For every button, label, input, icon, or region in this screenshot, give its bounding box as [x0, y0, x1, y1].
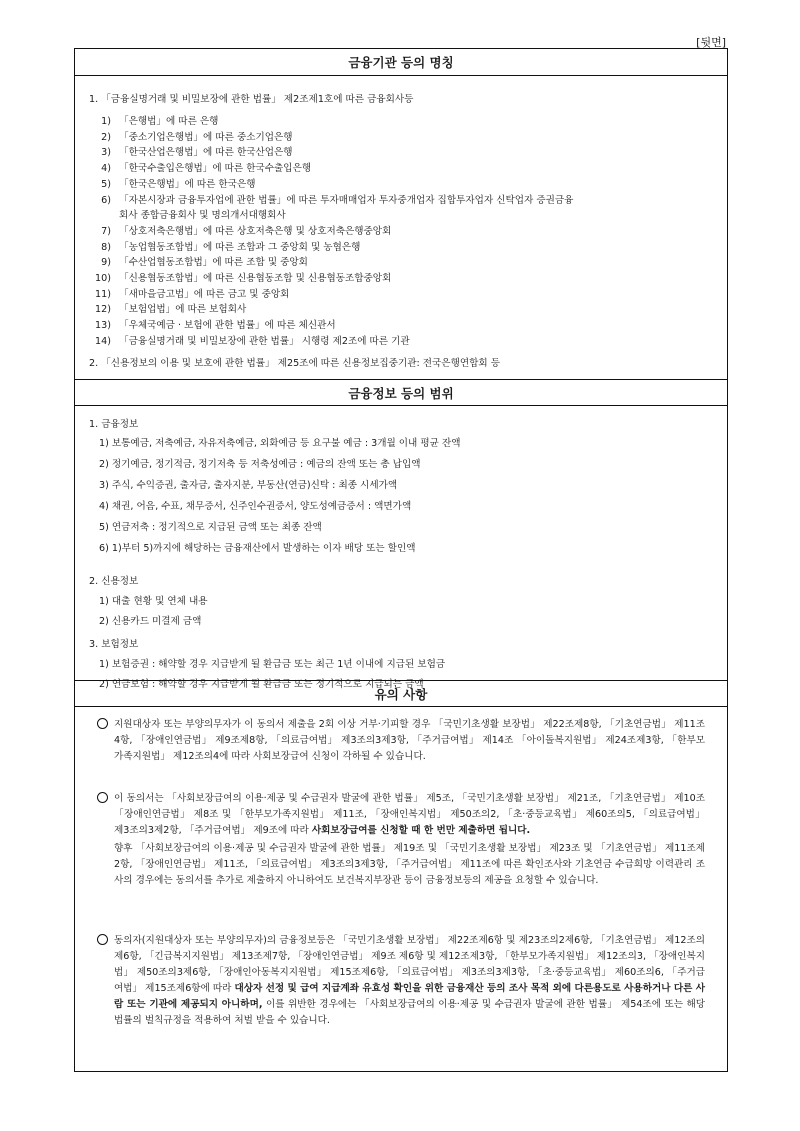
institutions-subitem [89, 178, 256, 192]
scope-line: 4) 채권, 어음, 수표, 채무증서, 신주인수권증서, 양도성예금증서 : 액면가액 [99, 501, 412, 512]
institutions-subitem [89, 319, 336, 333]
note-refusal [97, 717, 705, 765]
scope-heading-insurance: 3. 보험정보 [89, 639, 139, 650]
subitem-text: 「수산업협동조합법」에 따른 조합 및 중앙회 [119, 257, 308, 269]
institutions-subitem [89, 225, 391, 239]
institutions-subitem [89, 194, 573, 208]
subitem-text: 「한국은행법」에 따른 한국은행 [119, 178, 256, 190]
institutions-subitem [89, 241, 360, 255]
section-scope-title: 금융정보 등의 범위 [75, 379, 727, 406]
subitem-text: 회사 종합금융회사 및 명의개서대행회사 [119, 210, 286, 222]
subitem-text: 「한국산업은행법」에 따른 한국산업은행 [119, 147, 293, 159]
institutions-item-2: 2. 「신용정보의 이용 및 보호에 관한 법률」 제25조에 따른 신용정보집중기관: 전국은행연합회 등 [89, 358, 500, 369]
note-usage-text: 동의자(지원대상자 또는 부양의무자)의 금융정보등은 「국민기초생활 보장법」 제22조제6항 및 제23조의2제6항, 「기초연금법」 제12조의 제6항, 「긴급복지지원법」 제13조제7항, 「장애인연금법」 제9조 제6항 및 제12조제3항, 「한부모가족지원법」 제12조의3, 「장애인복지법」 제50조의3제6항, 「장애인아동복지지원법」 제15조제6항, 「의료급여법」 제3조의3제3항, 「초·중등교육법」 제60조의6, 「주거급여법」 제15조제6항에 따라 [114, 935, 705, 994]
subitem-text: 「상호저축은행법」에 따른 상호저축은행 및 상호저축은행중앙회 [119, 225, 392, 237]
scope-line: 2) 정기예금, 정기적금, 정기저축 등 저축성예금 : 예금의 잔액 또는 총 납입액 [99, 459, 421, 470]
institutions-subitem [89, 162, 311, 176]
institutions-subitem [89, 288, 289, 302]
subitem-number: 3) [101, 147, 111, 159]
scope-line: 1) 보통예금, 저축예금, 자유저축예금, 외화예금 등 요구불 예금 : 3개월 이내 평균 잔액 [99, 438, 461, 449]
subitem-number: 11) [95, 288, 111, 300]
subitem-number: 7) [101, 225, 111, 237]
subitem-number: 10) [95, 273, 111, 284]
subitem-text: 「보험업법」에 따른 보험회사 [119, 304, 247, 316]
subitem-number: 1) [101, 116, 111, 127]
section-notes-title: 유의 사항 [75, 680, 727, 707]
subitem-text: 「우체국예금 · 보험에 관한 법률」에 따른 체신관서 [119, 320, 336, 332]
subitem-number: 6) [101, 194, 111, 206]
subitem-number: 2) [101, 131, 111, 143]
subitem-text: 「한국수출입은행법」에 따른 한국수출입은행 [119, 163, 312, 175]
bullet-circle-icon [97, 792, 108, 803]
subitem-text: 「자본시장과 금융투자업에 관한 법률」에 따른 투자매매업자 투자중개업자 집합투자업자 신탁업자 증권금융 [119, 194, 574, 206]
subitem-number: 5) [101, 178, 111, 190]
institutions-subitem [89, 115, 218, 129]
note-single-submission [97, 791, 705, 889]
subitem-text: 「중소기업은행법」에 따른 중소기업은행 [119, 131, 293, 143]
scope-line: 1) 대출 현황 및 연체 내용 [99, 596, 208, 607]
institutions-subitem [89, 303, 246, 317]
scope-line: 2) 신용카드 미결제 금액 [99, 616, 202, 627]
institutions-subitem [89, 146, 293, 160]
note-data-usage [97, 933, 705, 1029]
subitem-number: 14) [95, 335, 111, 347]
subitem-number: 8) [101, 241, 111, 253]
note-refusal-text: 「국민기초생활 보장법」 제22조제8항, 「기초연금법」 제11조4항, 「장애인연금법」 제9조제8항, 「의료급여법」 제3조의3제3항, 「주거급여법」 제14조 「아이돌복지원법」 제24조제3항, 「한부모가족지원법」 제12조의4에 따라 사회보장급여 신청이 각하될 수 있습니다. [114, 719, 705, 762]
scope-line: 2) 연금보험 : 해약할 경우 지급받게 될 환급금 또는 정기적으로 지급되는 금액 [99, 679, 424, 690]
subitem-text: 「금융실명거래 및 비밀보장에 관한 법률」 시행령 제2조에 따른 기관 [119, 335, 410, 347]
note-usage-penalty: 이를 위반한 경우에는 「사회보장급여의 이용·제공 및 수급권자 발굴에 관한 법률」 제54조에 또는 해당 법률의 벌칙규정을 적용하여 처벌 받을 수 있습니다. [114, 999, 706, 1026]
note-submission-followup: 향후 「사회보장급여의 이용·제공 및 수급권자 발굴에 관한 법률」 제19조 및 「국민기초생활 보장법」 제23조 및 「기초연금법」 제11조제2항, 「장애인연금법」 제11조, 「의료급여법」 제3조의3제3항, 「주거급여법」 제11조에 따른 확인조사와 기초연금 수급희망 이력관리 조사의 경우에는 동의서를 추가로 제출하지 아니하여도 보건복지부장관 등이 금융정보등의 제공을 요청할 수 있습니다. [114, 843, 705, 886]
note-refusal-lead: 지원대상자 또는 부양의무자가 이 동의서 제출을 2회 이상 거부·기피할 경우 [114, 719, 431, 730]
scope-line: 3) 주식, 수익증권, 출자금, 출자지분, 부동산(연금)신탁 : 최종 시세가액 [99, 480, 398, 491]
bullet-circle-icon [97, 718, 108, 729]
institutions-subitem [89, 256, 308, 270]
subitem-number: 4) [101, 163, 111, 175]
institutions-subitem [89, 272, 391, 286]
institutions-subitem [89, 335, 410, 349]
scope-line: 6) 1)부터 5)까지에 해당하는 금융재산에서 발생하는 이자 배당 또는 할인액 [99, 543, 416, 554]
scope-heading-credit: 2. 신용정보 [89, 576, 139, 587]
subitem-number: 9) [101, 257, 111, 269]
subitem-number: 12) [95, 304, 111, 316]
note-submission-emphasis: 사회보장급여를 신청할 때 한 번만 제출하면 됩니다. [311, 825, 531, 836]
note-submission-text: 이 동의서는 「사회보장급여의 이용·제공 및 수급권자 발굴에 관한 법률」 제5조, 「국민기초생활 보장법」 제21조, 「기초연금법」 제10조 「장애인연금법」 제8조 및 「한부모가족지원법」 제11조, 「장애인복지법」 제50조의2, 「초·중등교육법」 제60조의5, 「의료급여법」 제3조의3제2항, 「주거급여법」 제9조에 따라 [114, 793, 705, 836]
section-institutions-title: 금융기관 등의 명칭 [75, 49, 727, 76]
scope-heading-financial: 1. 금융정보 [89, 419, 139, 430]
institutions-subitem [89, 131, 293, 145]
scope-line: 5) 연금저축 : 정기적으로 지급된 금액 또는 최종 잔액 [99, 522, 322, 533]
page-side-label: [뒷면] [696, 36, 726, 49]
institutions-item-1: 1. 「금융실명거래 및 비밀보장에 관한 법률」 제2조제1호에 따른 금융회사등 [89, 94, 414, 105]
institutions-subitem [89, 209, 286, 223]
subitem-number: 13) [95, 320, 111, 332]
subitem-text: 「은행법」에 따른 은행 [119, 116, 219, 127]
bullet-circle-icon [97, 934, 108, 945]
subitem-text: 「농업협동조합법」에 따른 조합과 그 중앙회 및 농협은행 [119, 241, 361, 253]
note-usage-emphasis: 대상자 선정 및 급여 지급계좌 유효성 확인을 위한 금융재산 등의 조사 목적 외에 다른용도로 사용하거나 다른 사람 또는 기관에 제공되지 아니하며, [114, 983, 705, 1010]
subitem-text: 「신용협동조합법」에 따른 신용협동조합 및 신용협동조합중앙회 [119, 273, 392, 284]
subitem-text: 「새마을금고법」에 따른 금고 및 중앙회 [119, 288, 290, 300]
scope-line: 1) 보험증권 : 해약할 경우 지급받게 될 환급금 또는 최근 1년 이내에 지급된 보험금 [99, 659, 446, 670]
form-frame [74, 48, 728, 1072]
